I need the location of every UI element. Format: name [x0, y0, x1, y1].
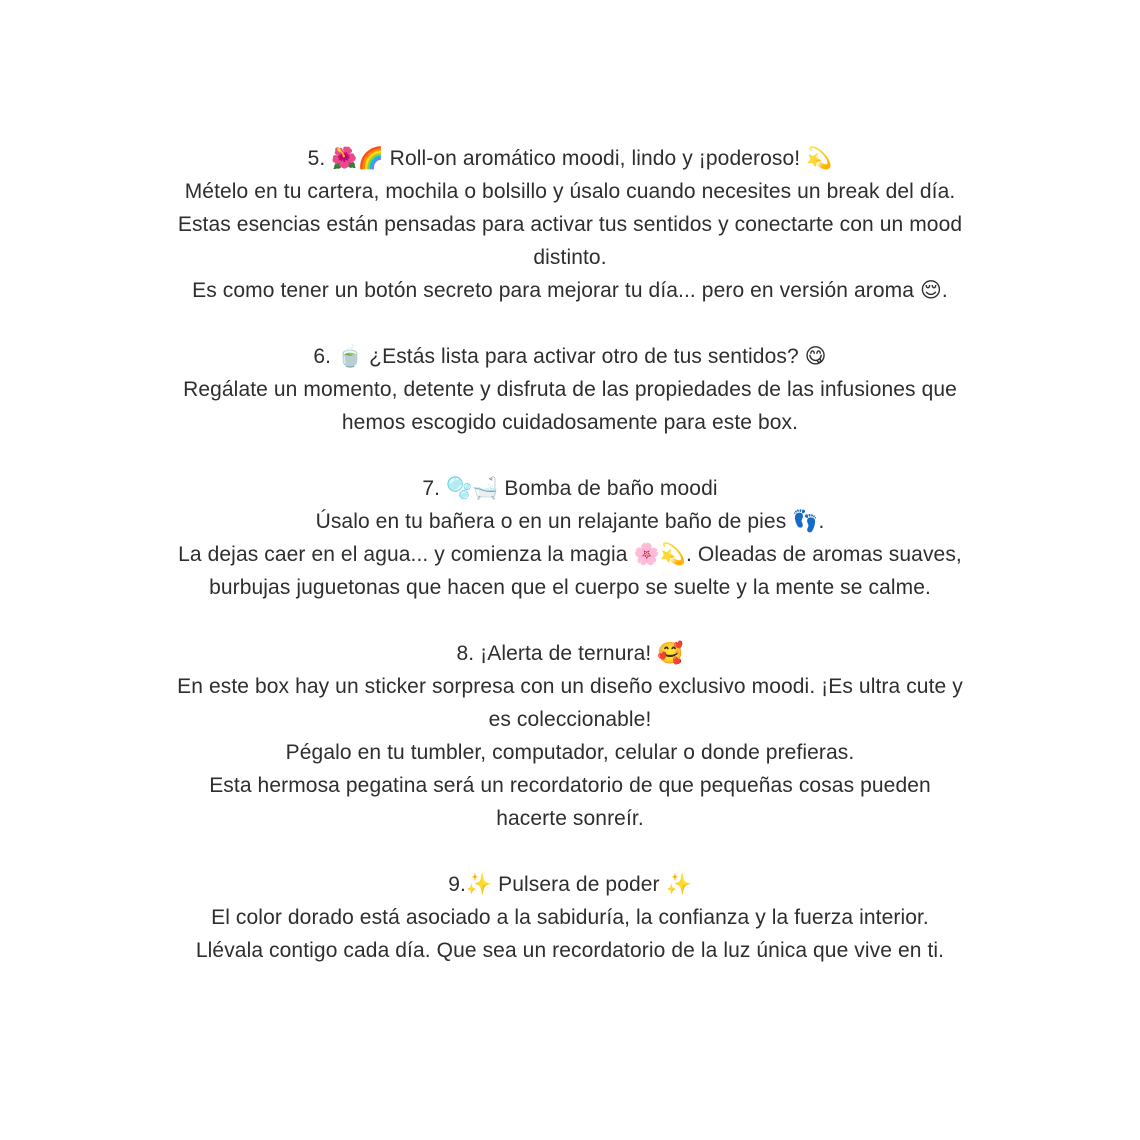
text-line: En este box hay un sticker sorpresa con un diseño exclusivo moodi. ¡Es ultra cute y — [177, 675, 963, 698]
section-heading: 7. 🫧🛁 Bomba de baño moodi — [422, 477, 718, 500]
text-line: Mételo en tu cartera, mochila o bolsillo y úsalo cuando necesites un break del día. — [184, 180, 956, 203]
text-line: burbujas juguetonas que hacen que el cuerpo se suelte y la mente se calme. — [209, 576, 931, 599]
section-infusiones — [0, 340, 1140, 439]
text-line: Pégalo en tu tumbler, computador, celular o donde prefieras. — [285, 741, 855, 764]
text-line: El color dorado está asociado a la sabiduría, la confianza y la fuerza interior. — [211, 906, 929, 929]
text-line: Es como tener un botón secreto para mejorar tu día... pero en versión aroma 😌. — [192, 279, 948, 302]
section-pulsera-de-poder — [0, 868, 1140, 967]
text-line: Úsalo en tu bañera o en un relajante baño de pies 👣. — [315, 510, 825, 533]
text-line: es coleccionable! — [488, 708, 652, 731]
text-line: Regálate un momento, detente y disfruta de las propiedades de las infusiones que — [183, 378, 957, 401]
text-line: hacerte sonreír. — [496, 807, 644, 830]
section-heading: 6. 🍵 ¿Estás lista para activar otro de tus sentidos? 😋 — [313, 345, 827, 368]
section-heading: 8. ¡Alerta de ternura! 🥰 — [456, 642, 684, 665]
text-line: Llévala contigo cada día. Que sea un recordatorio de la luz única que vive en ti. — [195, 939, 945, 962]
text-line: Esta hermosa pegatina será un recordatorio de que pequeñas cosas pueden — [209, 774, 931, 797]
section-sticker-sorpresa — [0, 637, 1140, 835]
section-heading: 9.✨ Pulsera de poder ✨ — [448, 873, 692, 896]
text-line: hemos escogido cuidadosamente para este box. — [341, 411, 799, 434]
text-line: distinto. — [533, 246, 607, 269]
section-heading: 5. 🌺🌈 Roll-on aromático moodi, lindo y ¡poderoso! 💫 — [307, 147, 833, 170]
section-roll-on-aromatico — [0, 142, 1140, 307]
section-bomba-de-bano — [0, 472, 1140, 604]
text-line: La dejas caer en el agua... y comienza la magia 🌸💫. Oleadas de aromas suaves, — [178, 543, 962, 566]
text-line: Estas esencias están pensadas para activar tus sentidos y conectarte con un mood — [177, 213, 963, 236]
